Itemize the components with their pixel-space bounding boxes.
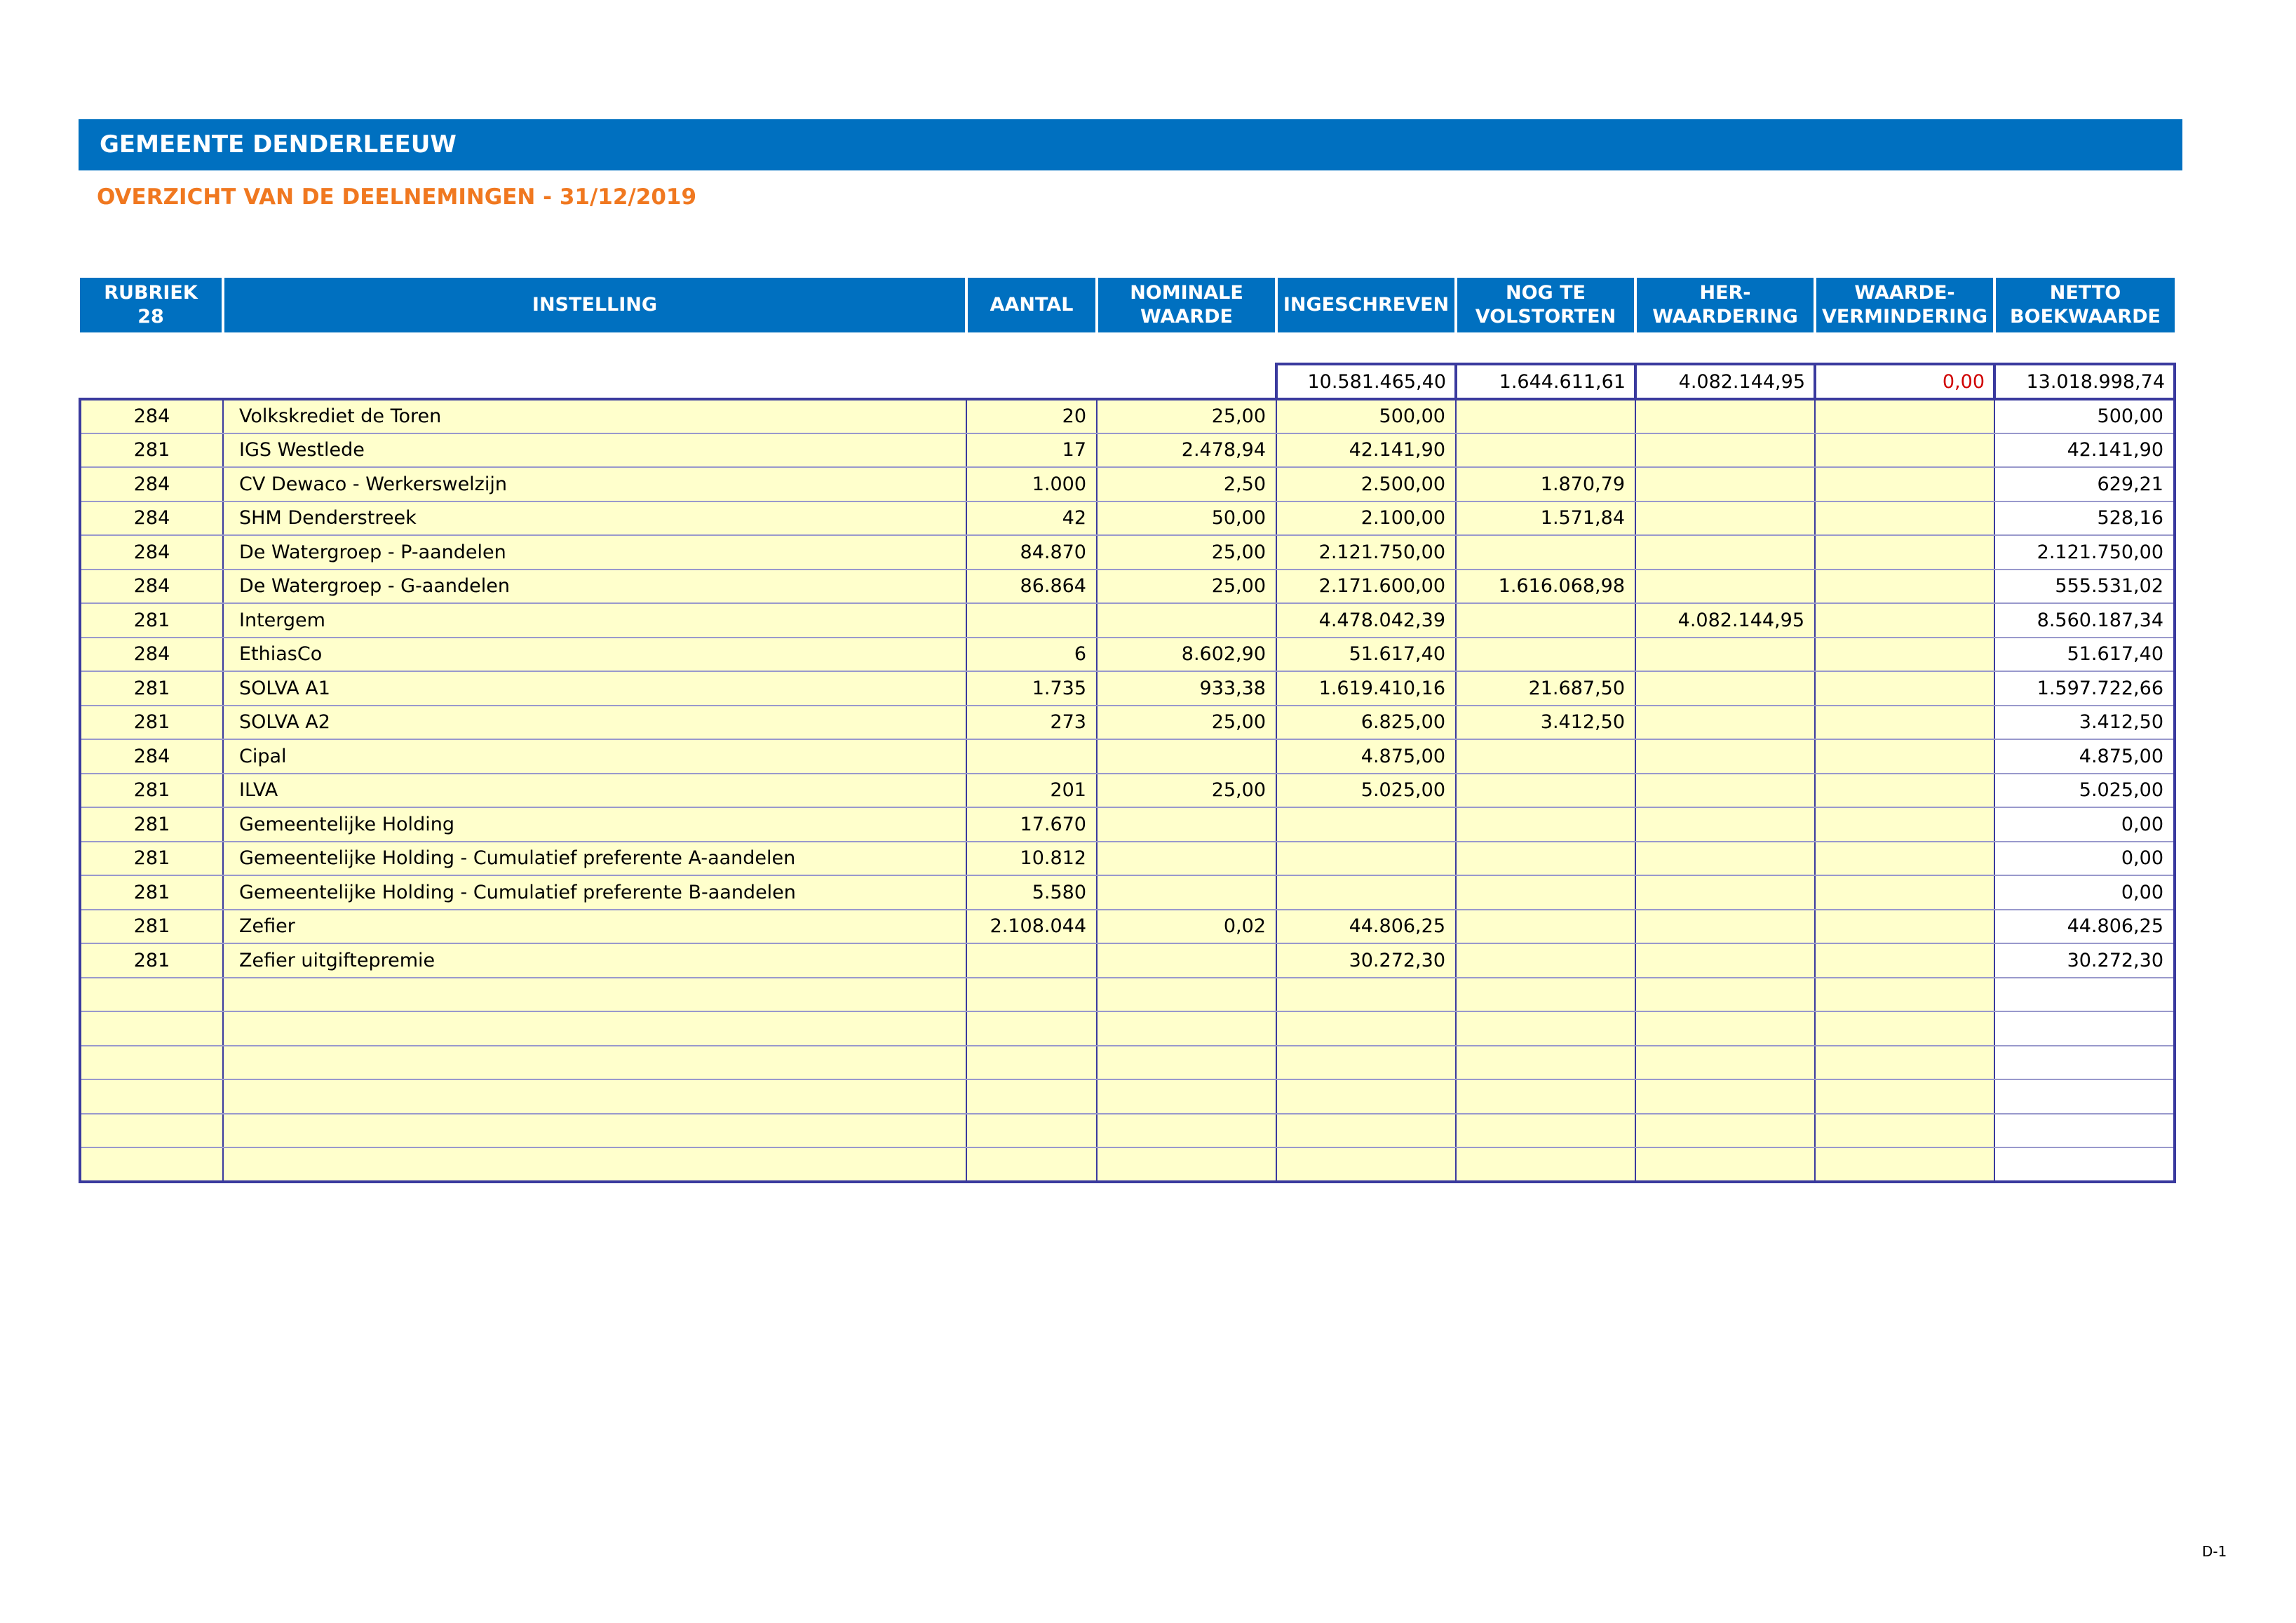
col-ingeschreven-cell xyxy=(1276,842,1456,876)
col-waardevermindering-cell xyxy=(1815,842,1994,876)
col-netto-boekwaarde-cell: 2.121.750,00 xyxy=(1994,535,2175,570)
col-ingeschreven-cell: 4.478.042,39 xyxy=(1276,603,1456,638)
col-nominale-waarde-cell: 25,00 xyxy=(1097,706,1276,740)
participations-table xyxy=(79,278,2173,1183)
col-herwaardering-cell xyxy=(1635,774,1815,808)
col-instelling-cell xyxy=(223,1011,966,1046)
col-waardevermindering-cell xyxy=(1815,807,1994,842)
table-row xyxy=(80,433,2175,468)
col-nog-te-volstorten-cell xyxy=(1456,399,1635,433)
col-ingeschreven-cell xyxy=(1276,1011,1456,1046)
col-instelling-cell: Zefier xyxy=(223,910,966,944)
col-rubriek-cell xyxy=(80,1046,223,1080)
table-row xyxy=(80,774,2175,808)
col-aantal-cell xyxy=(966,1079,1097,1114)
col-herwaardering-cell xyxy=(1635,399,1815,433)
col-waardevermindering-cell xyxy=(1815,1079,1994,1114)
col-netto-boekwaarde-cell: 3.412,50 xyxy=(1994,706,2175,740)
col-nominale-waarde-cell xyxy=(1097,1147,1276,1182)
col-nominale-waarde-cell xyxy=(1097,603,1276,638)
table-row xyxy=(80,807,2175,842)
col-herwaardering-cell xyxy=(1635,535,1815,570)
col-rubriek-cell: 284 xyxy=(80,501,223,536)
col-waardevermindering-cell xyxy=(1815,875,1994,910)
col-nominale-waarde-cell: 8.602,90 xyxy=(1097,638,1276,672)
col-ingeschreven-cell xyxy=(1276,807,1456,842)
col-ingeschreven-cell: 44.806,25 xyxy=(1276,910,1456,944)
col-nominale-waarde-cell xyxy=(1097,943,1276,978)
col-instelling-cell: SOLVA A1 xyxy=(223,671,966,706)
col-netto-boekwaarde-cell xyxy=(1994,1046,2175,1080)
col-nominale-waarde-cell xyxy=(1097,1046,1276,1080)
col-nominale-waarde-cell: 25,00 xyxy=(1097,774,1276,808)
header-label: INSTELLING xyxy=(532,294,658,316)
col-netto-boekwaarde-cell: 555.531,02 xyxy=(1994,570,2175,604)
col-nominale-waarde-cell xyxy=(1097,739,1276,774)
col-rubriek-cell: 281 xyxy=(80,671,223,706)
table-body xyxy=(80,399,2175,1182)
col-aantal-cell: 201 xyxy=(966,774,1097,808)
col-nog-te-volstorten-cell xyxy=(1456,875,1635,910)
col-netto-boekwaarde-cell xyxy=(1994,1114,2175,1148)
col-nominale-waarde-cell: 25,00 xyxy=(1097,399,1276,433)
col-aantal-cell: 42 xyxy=(966,501,1097,536)
col-herwaardering-cell xyxy=(1635,978,1815,1012)
col-aantal-cell: 17.670 xyxy=(966,807,1097,842)
col-nog-te-volstorten-cell xyxy=(1456,807,1635,842)
table-row xyxy=(80,1011,2175,1046)
col-nog-te-volstorten-cell xyxy=(1456,910,1635,944)
col-nominale-waarde-cell: 25,00 xyxy=(1097,570,1276,604)
col-rubriek-cell: 284 xyxy=(80,399,223,433)
col-aantal-cell: 86.864 xyxy=(966,570,1097,604)
col-nog-te-volstorten-cell xyxy=(1456,433,1635,468)
col-netto-boekwaarde-cell: 0,00 xyxy=(1994,807,2175,842)
col-rubriek-cell: 281 xyxy=(80,433,223,468)
col-instelling-cell: CV Dewaco - Werkerswelzijn xyxy=(223,467,966,501)
col-rubriek-cell: 284 xyxy=(80,739,223,774)
col-netto-boekwaarde-cell: 629,21 xyxy=(1994,467,2175,501)
col-ingeschreven-header xyxy=(1276,278,1456,332)
col-nog-te-volstorten-cell: 1.870,79 xyxy=(1456,467,1635,501)
total-waardevermindering: 0,00 xyxy=(1815,364,1994,399)
header-label: WAARDE- xyxy=(1854,282,1955,304)
col-aantal-cell: 1.000 xyxy=(966,467,1097,501)
col-nominale-waarde-cell: 2,50 xyxy=(1097,467,1276,501)
col-instelling-header xyxy=(223,278,966,332)
col-rubriek-cell xyxy=(80,1114,223,1148)
col-herwaardering-cell xyxy=(1635,638,1815,672)
col-aantal-cell xyxy=(966,603,1097,638)
col-instelling-cell xyxy=(223,1046,966,1080)
col-waardevermindering-cell xyxy=(1815,399,1994,433)
col-rubriek-cell xyxy=(80,1079,223,1114)
col-nog-te-volstorten-cell: 21.687,50 xyxy=(1456,671,1635,706)
col-herwaardering-cell xyxy=(1635,1147,1815,1182)
col-herwaardering-cell: 4.082.144,95 xyxy=(1635,603,1815,638)
total-netto-boekwaarde: 13.018.998,74 xyxy=(1994,364,2175,399)
col-nog-te-volstorten-cell xyxy=(1456,842,1635,876)
col-ingeschreven-cell: 30.272,30 xyxy=(1276,943,1456,978)
table-row xyxy=(80,842,2175,876)
col-aantal-cell xyxy=(966,978,1097,1012)
total-ingeschreven: 10.581.465,40 xyxy=(1276,364,1456,399)
col-rubriek-cell xyxy=(80,978,223,1012)
col-nog-te-volstorten-cell xyxy=(1456,978,1635,1012)
col-aantal-cell: 2.108.044 xyxy=(966,910,1097,944)
col-instelling-cell: ILVA xyxy=(223,774,966,808)
col-netto-boekwaarde-cell: 500,00 xyxy=(1994,399,2175,433)
col-rubriek-cell: 281 xyxy=(80,910,223,944)
col-aantal-cell: 1.735 xyxy=(966,671,1097,706)
col-rubriek-cell xyxy=(80,1147,223,1182)
col-instelling-cell: SHM Denderstreek xyxy=(223,501,966,536)
col-nominale-waarde-cell xyxy=(1097,1114,1276,1148)
col-ingeschreven-cell: 1.619.410,16 xyxy=(1276,671,1456,706)
table-header-row xyxy=(80,278,2175,332)
header-label: 28 xyxy=(137,306,164,328)
table-row xyxy=(80,1079,2175,1114)
col-netto-boekwaarde-cell xyxy=(1994,1011,2175,1046)
col-netto-boekwaarde-cell: 1.597.722,66 xyxy=(1994,671,2175,706)
page-subtitle: OVERZICHT VAN DE DEELNEMINGEN - 31/12/2019 xyxy=(97,184,697,210)
col-herwaardering-cell xyxy=(1635,739,1815,774)
col-aantal-cell: 5.580 xyxy=(966,875,1097,910)
col-instelling-cell xyxy=(223,1114,966,1148)
col-netto-boekwaarde-cell: 5.025,00 xyxy=(1994,774,2175,808)
col-aantal-cell: 6 xyxy=(966,638,1097,672)
table-row xyxy=(80,875,2175,910)
col-rubriek-cell: 281 xyxy=(80,875,223,910)
header-label: WAARDERING xyxy=(1652,306,1798,328)
col-aantal-cell xyxy=(966,943,1097,978)
col-instelling-cell: Zefier uitgiftepremie xyxy=(223,943,966,978)
col-rubriek-cell: 281 xyxy=(80,842,223,876)
col-instelling-cell: Gemeentelijke Holding xyxy=(223,807,966,842)
col-ingeschreven-cell xyxy=(1276,978,1456,1012)
col-netto-boekwaarde-cell: 30.272,30 xyxy=(1994,943,2175,978)
col-rubriek-cell xyxy=(80,1011,223,1046)
col-aantal-cell: 84.870 xyxy=(966,535,1097,570)
col-waardevermindering-cell xyxy=(1815,638,1994,672)
col-waardevermindering-cell xyxy=(1815,603,1994,638)
col-nominale-waarde-cell: 50,00 xyxy=(1097,501,1276,536)
col-ingeschreven-cell: 4.875,00 xyxy=(1276,739,1456,774)
col-waardevermindering-header xyxy=(1815,278,1994,332)
col-nog-te-volstorten-cell xyxy=(1456,1114,1635,1148)
col-instelling-cell: Gemeentelijke Holding - Cumulatief preferente A-aandelen xyxy=(223,842,966,876)
table-row xyxy=(80,1114,2175,1148)
table-row xyxy=(80,1046,2175,1080)
col-herwaardering-cell xyxy=(1635,842,1815,876)
totals-empty-cell xyxy=(80,364,223,399)
col-herwaardering-cell xyxy=(1635,1046,1815,1080)
table-row xyxy=(80,943,2175,978)
col-nog-te-volstorten-cell: 3.412,50 xyxy=(1456,706,1635,740)
col-ingeschreven-cell xyxy=(1276,875,1456,910)
table-row xyxy=(80,910,2175,944)
page-title: GEMEENTE DENDERLEEUW xyxy=(100,130,457,159)
col-nog-te-volstorten-cell xyxy=(1456,535,1635,570)
header-bar xyxy=(79,119,2182,170)
col-nominale-waarde-cell xyxy=(1097,978,1276,1012)
col-nog-te-volstorten-cell xyxy=(1456,603,1635,638)
col-aantal-header xyxy=(966,278,1097,332)
col-herwaardering-cell xyxy=(1635,467,1815,501)
col-waardevermindering-cell xyxy=(1815,706,1994,740)
col-instelling-cell: Gemeentelijke Holding - Cumulatief preferente B-aandelen xyxy=(223,875,966,910)
col-herwaardering-cell xyxy=(1635,875,1815,910)
col-netto-boekwaarde-cell: 44.806,25 xyxy=(1994,910,2175,944)
col-ingeschreven-cell: 42.141,90 xyxy=(1276,433,1456,468)
col-herwaardering-cell xyxy=(1635,671,1815,706)
col-netto-boekwaarde-cell: 8.560.187,34 xyxy=(1994,603,2175,638)
col-waardevermindering-cell xyxy=(1815,501,1994,536)
col-nog-te-volstorten-cell xyxy=(1456,1147,1635,1182)
col-netto-boekwaarde-cell: 0,00 xyxy=(1994,842,2175,876)
table-row xyxy=(80,739,2175,774)
col-aantal-cell xyxy=(966,1114,1097,1148)
totals-empty-cell xyxy=(1097,364,1276,399)
col-herwaardering-cell xyxy=(1635,1079,1815,1114)
header-label: BOEKWAARDE xyxy=(2010,306,2161,328)
col-nog-te-volstorten-cell xyxy=(1456,774,1635,808)
col-netto-boekwaarde-cell: 42.141,90 xyxy=(1994,433,2175,468)
col-instelling-cell xyxy=(223,1147,966,1182)
col-rubriek-cell: 281 xyxy=(80,807,223,842)
totals-empty-cell xyxy=(223,364,966,399)
col-waardevermindering-cell xyxy=(1815,1011,1994,1046)
col-nog-te-volstorten-cell xyxy=(1456,1011,1635,1046)
spacer-row xyxy=(80,332,2175,364)
col-rubriek-cell: 284 xyxy=(80,638,223,672)
col-waardevermindering-cell xyxy=(1815,1114,1994,1148)
col-nominale-waarde-cell xyxy=(1097,842,1276,876)
col-nominale-waarde-cell: 2.478,94 xyxy=(1097,433,1276,468)
col-ingeschreven-cell: 500,00 xyxy=(1276,399,1456,433)
col-herwaardering-cell xyxy=(1635,570,1815,604)
table-row xyxy=(80,978,2175,1012)
col-instelling-cell: SOLVA A2 xyxy=(223,706,966,740)
col-aantal-cell: 273 xyxy=(966,706,1097,740)
table-row xyxy=(80,671,2175,706)
header-label: VOLSTORTEN xyxy=(1475,306,1616,328)
col-waardevermindering-cell xyxy=(1815,570,1994,604)
col-waardevermindering-cell xyxy=(1815,739,1994,774)
col-waardevermindering-cell xyxy=(1815,1046,1994,1080)
header-label: RUBRIEK xyxy=(104,282,198,304)
col-instelling-cell: EthiasCo xyxy=(223,638,966,672)
col-nominale-waarde-cell xyxy=(1097,807,1276,842)
col-waardevermindering-cell xyxy=(1815,433,1994,468)
col-rubriek-cell: 281 xyxy=(80,706,223,740)
col-rubriek-cell: 284 xyxy=(80,570,223,604)
col-netto-boekwaarde-cell: 0,00 xyxy=(1994,875,2175,910)
col-ingeschreven-cell xyxy=(1276,1079,1456,1114)
col-rubriek-cell: 284 xyxy=(80,467,223,501)
col-nog-te-volstorten-cell xyxy=(1456,739,1635,774)
col-ingeschreven-cell: 51.617,40 xyxy=(1276,638,1456,672)
col-nog-te-volstorten-cell: 1.571,84 xyxy=(1456,501,1635,536)
col-nominale-waarde-cell xyxy=(1097,875,1276,910)
header-label: NETTO xyxy=(2049,282,2121,304)
col-herwaardering-cell xyxy=(1635,943,1815,978)
header-label: WAARDE xyxy=(1140,306,1233,328)
col-nog-te-volstorten-cell xyxy=(1456,638,1635,672)
col-rubriek-header xyxy=(80,278,223,332)
totals-empty-cell xyxy=(966,364,1097,399)
col-waardevermindering-cell xyxy=(1815,774,1994,808)
col-nog-te-volstorten-cell xyxy=(1456,1079,1635,1114)
page-number: D-1 xyxy=(2202,1543,2227,1560)
col-nominale-waarde-cell: 0,02 xyxy=(1097,910,1276,944)
col-rubriek-cell: 281 xyxy=(80,603,223,638)
table-row xyxy=(80,570,2175,604)
col-aantal-cell: 20 xyxy=(966,399,1097,433)
col-waardevermindering-cell xyxy=(1815,467,1994,501)
col-rubriek-cell: 284 xyxy=(80,535,223,570)
col-herwaardering-header xyxy=(1635,278,1815,332)
totals-row xyxy=(80,364,2175,399)
col-netto-boekwaarde-cell xyxy=(1994,978,2175,1012)
col-netto-boekwaarde-header xyxy=(1994,278,2175,332)
col-nominale-waarde-cell: 25,00 xyxy=(1097,535,1276,570)
col-aantal-cell xyxy=(966,1011,1097,1046)
col-ingeschreven-cell xyxy=(1276,1114,1456,1148)
table-row xyxy=(80,603,2175,638)
col-waardevermindering-cell xyxy=(1815,910,1994,944)
table-row xyxy=(80,1147,2175,1182)
col-aantal-cell xyxy=(966,1147,1097,1182)
col-instelling-cell: Intergem xyxy=(223,603,966,638)
col-netto-boekwaarde-cell xyxy=(1994,1147,2175,1182)
col-ingeschreven-cell: 2.121.750,00 xyxy=(1276,535,1456,570)
col-instelling-cell: IGS Westlede xyxy=(223,433,966,468)
col-nog-te-volstorten-cell xyxy=(1456,943,1635,978)
col-herwaardering-cell xyxy=(1635,910,1815,944)
table-row xyxy=(80,501,2175,536)
table-row xyxy=(80,535,2175,570)
col-aantal-cell xyxy=(966,739,1097,774)
col-aantal-cell: 10.812 xyxy=(966,842,1097,876)
header-label: HER- xyxy=(1699,282,1751,304)
col-instelling-cell xyxy=(223,1079,966,1114)
col-instelling-cell: De Watergroep - G-aandelen xyxy=(223,570,966,604)
col-ingeschreven-cell xyxy=(1276,1046,1456,1080)
header-label: VERMINDERING xyxy=(1821,306,1988,328)
col-netto-boekwaarde-cell: 528,16 xyxy=(1994,501,2175,536)
col-rubriek-cell: 281 xyxy=(80,943,223,978)
col-netto-boekwaarde-cell: 51.617,40 xyxy=(1994,638,2175,672)
col-nominale-waarde-cell xyxy=(1097,1011,1276,1046)
col-netto-boekwaarde-cell xyxy=(1994,1079,2175,1114)
col-herwaardering-cell xyxy=(1635,1011,1815,1046)
col-instelling-cell: De Watergroep - P-aandelen xyxy=(223,535,966,570)
col-waardevermindering-cell xyxy=(1815,943,1994,978)
header-label: INGESCHREVEN xyxy=(1283,294,1450,316)
col-instelling-cell: Cipal xyxy=(223,739,966,774)
col-herwaardering-cell xyxy=(1635,433,1815,468)
col-nog-te-volstorten-header xyxy=(1456,278,1635,332)
col-instelling-cell xyxy=(223,978,966,1012)
col-ingeschreven-cell: 5.025,00 xyxy=(1276,774,1456,808)
col-ingeschreven-cell: 2.500,00 xyxy=(1276,467,1456,501)
col-aantal-cell xyxy=(966,1046,1097,1080)
table-row xyxy=(80,706,2175,740)
header-label: AANTAL xyxy=(990,294,1074,316)
table-row xyxy=(80,399,2175,433)
header-label: NOMINALE xyxy=(1130,282,1243,304)
col-waardevermindering-cell xyxy=(1815,978,1994,1012)
col-ingeschreven-cell xyxy=(1276,1147,1456,1182)
total-nog-te-volstorten: 1.644.611,61 xyxy=(1456,364,1635,399)
col-ingeschreven-cell: 6.825,00 xyxy=(1276,706,1456,740)
total-herwaardering: 4.082.144,95 xyxy=(1635,364,1815,399)
col-nominale-waarde-cell xyxy=(1097,1079,1276,1114)
header-label: NOG TE xyxy=(1506,282,1586,304)
col-herwaardering-cell xyxy=(1635,807,1815,842)
col-netto-boekwaarde-cell: 4.875,00 xyxy=(1994,739,2175,774)
col-herwaardering-cell xyxy=(1635,501,1815,536)
table-row xyxy=(80,638,2175,672)
col-nog-te-volstorten-cell: 1.616.068,98 xyxy=(1456,570,1635,604)
table-row xyxy=(80,467,2175,501)
col-waardevermindering-cell xyxy=(1815,535,1994,570)
col-nominale-waarde-header xyxy=(1097,278,1276,332)
col-instelling-cell: Volkskrediet de Toren xyxy=(223,399,966,433)
col-herwaardering-cell xyxy=(1635,1114,1815,1148)
col-aantal-cell: 17 xyxy=(966,433,1097,468)
col-waardevermindering-cell xyxy=(1815,671,1994,706)
col-rubriek-cell: 281 xyxy=(80,774,223,808)
col-waardevermindering-cell xyxy=(1815,1147,1994,1182)
col-herwaardering-cell xyxy=(1635,706,1815,740)
col-nominale-waarde-cell: 933,38 xyxy=(1097,671,1276,706)
col-nog-te-volstorten-cell xyxy=(1456,1046,1635,1080)
col-ingeschreven-cell: 2.100,00 xyxy=(1276,501,1456,536)
col-ingeschreven-cell: 2.171.600,00 xyxy=(1276,570,1456,604)
